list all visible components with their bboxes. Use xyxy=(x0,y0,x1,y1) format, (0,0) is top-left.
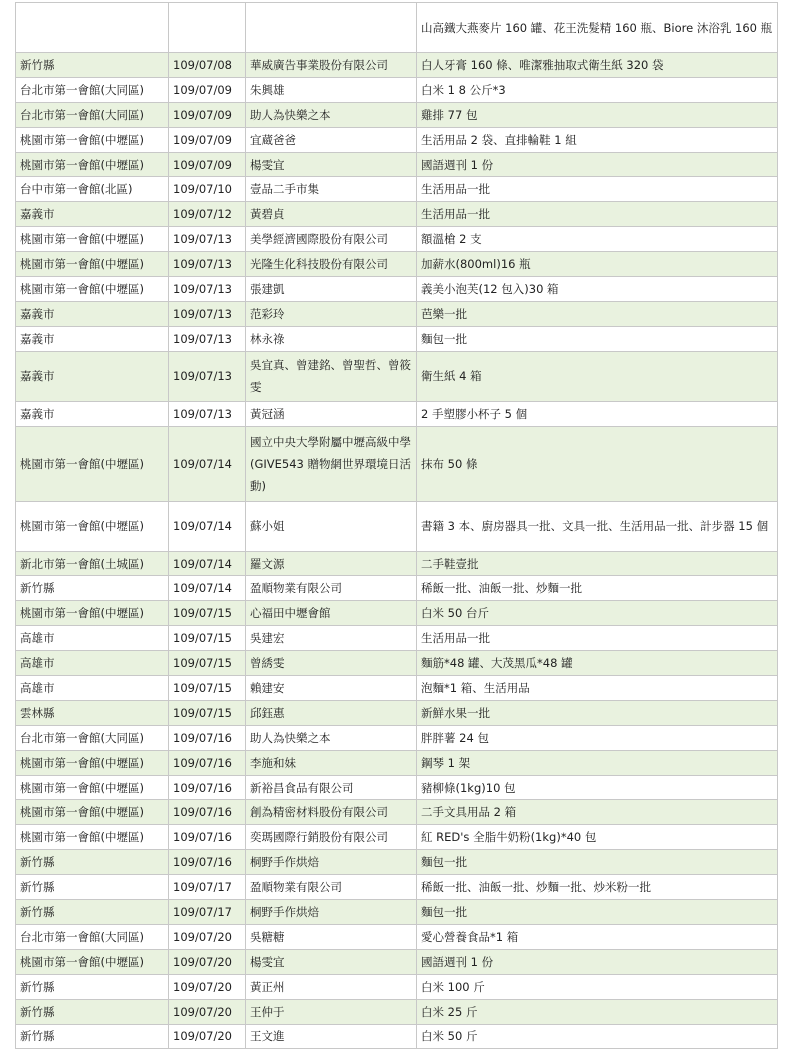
region-cell: 新北市第一會館(土城區) xyxy=(16,551,169,576)
date-cell: 109/07/13 xyxy=(169,277,246,302)
date-cell: 109/07/15 xyxy=(169,626,246,651)
region-cell: 新竹縣 xyxy=(16,999,169,1024)
table-row xyxy=(16,301,778,326)
donor-cell: 盈順物業有限公司 xyxy=(246,875,417,900)
region-cell: 桃園市第一會館(中壢區) xyxy=(16,127,169,152)
donor-cell: 吳建宏 xyxy=(246,626,417,651)
region-cell: 台北市第一會館(大同區) xyxy=(16,77,169,102)
table-row xyxy=(16,576,778,601)
date-cell: 109/07/10 xyxy=(169,177,246,202)
items-cell: 新鮮水果一批 xyxy=(417,700,778,725)
table-row xyxy=(16,227,778,252)
donor-cell: 楊雯宜 xyxy=(246,152,417,177)
donor-cell: 李施和妹 xyxy=(246,750,417,775)
donor-cell: 朱興雄 xyxy=(246,77,417,102)
donor-cell: 壹品二手市集 xyxy=(246,177,417,202)
donor-cell: 心福田中壢會館 xyxy=(246,601,417,626)
date-cell: 109/07/14 xyxy=(169,576,246,601)
items-cell: 胖胖薯 24 包 xyxy=(417,725,778,750)
date-cell: 109/07/20 xyxy=(169,949,246,974)
items-cell: 白米 50 台斤 xyxy=(417,601,778,626)
region-cell: 台中市第一會館(北區) xyxy=(16,177,169,202)
donation-records-body xyxy=(16,3,778,1049)
region-cell: 高雄市 xyxy=(16,626,169,651)
region-cell: 桃園市第一會館(中壢區) xyxy=(16,426,169,501)
donor-cell: 王仲于 xyxy=(246,999,417,1024)
date-cell: 109/07/13 xyxy=(169,351,246,401)
donor-cell: 王文進 xyxy=(246,1024,417,1049)
region-cell: 桃園市第一會館(中壢區) xyxy=(16,227,169,252)
donor-cell: 賴建安 xyxy=(246,676,417,701)
table-row xyxy=(16,676,778,701)
region-cell: 桃園市第一會館(中壢區) xyxy=(16,252,169,277)
donor-cell: 華威廣告事業股份有限公司 xyxy=(246,53,417,78)
table-row xyxy=(16,626,778,651)
items-cell: 二手文具用品 2 箱 xyxy=(417,800,778,825)
date-cell: 109/07/15 xyxy=(169,676,246,701)
donor-cell: 曾綉雯 xyxy=(246,651,417,676)
region-cell: 台北市第一會館(大同區) xyxy=(16,725,169,750)
date-cell: 109/07/14 xyxy=(169,551,246,576)
table-row xyxy=(16,202,778,227)
date-cell: 109/07/09 xyxy=(169,152,246,177)
table-row xyxy=(16,999,778,1024)
date-cell: 109/07/20 xyxy=(169,1024,246,1049)
items-cell: 二手鞋壹批 xyxy=(417,551,778,576)
region-cell: 嘉義市 xyxy=(16,401,169,426)
items-cell: 書籍 3 本、廚房器具一批、文具一批、生活用品一批、計步器 15 個 xyxy=(417,501,778,551)
table-row xyxy=(16,127,778,152)
donor-cell xyxy=(246,3,417,53)
date-cell: 109/07/16 xyxy=(169,750,246,775)
table-row xyxy=(16,326,778,351)
table-row xyxy=(16,651,778,676)
table-row xyxy=(16,177,778,202)
items-cell: 泡麵*1 箱、生活用品 xyxy=(417,676,778,701)
donor-cell: 黃碧貞 xyxy=(246,202,417,227)
date-cell: 109/07/08 xyxy=(169,53,246,78)
items-cell: 國語週刊 1 份 xyxy=(417,152,778,177)
items-cell: 白米 1 8 公斤*3 xyxy=(417,77,778,102)
date-cell: 109/07/13 xyxy=(169,301,246,326)
items-cell: 白米 50 斤 xyxy=(417,1024,778,1049)
region-cell: 桃園市第一會館(中壢區) xyxy=(16,949,169,974)
donor-cell: 桐野手作烘焙 xyxy=(246,900,417,925)
region-cell: 桃園市第一會館(中壢區) xyxy=(16,800,169,825)
items-cell: 鋼琴 1 架 xyxy=(417,750,778,775)
region-cell: 桃園市第一會館(中壢區) xyxy=(16,501,169,551)
table-row xyxy=(16,102,778,127)
donor-cell: 黃正州 xyxy=(246,974,417,999)
donor-cell: 助人為快樂之本 xyxy=(246,725,417,750)
items-cell: 義美小泡芙(12 包入)30 箱 xyxy=(417,277,778,302)
date-cell: 109/07/13 xyxy=(169,227,246,252)
table-row xyxy=(16,775,778,800)
date-cell: 109/07/15 xyxy=(169,700,246,725)
region-cell: 雲林縣 xyxy=(16,700,169,725)
items-cell: 麵包一批 xyxy=(417,900,778,925)
date-cell: 109/07/16 xyxy=(169,800,246,825)
donor-cell: 桐野手作烘焙 xyxy=(246,850,417,875)
items-cell: 麵包一批 xyxy=(417,850,778,875)
date-cell: 109/07/13 xyxy=(169,252,246,277)
region-cell: 嘉義市 xyxy=(16,202,169,227)
date-cell: 109/07/09 xyxy=(169,127,246,152)
items-cell: 衛生紙 4 箱 xyxy=(417,351,778,401)
table-row xyxy=(16,949,778,974)
region-cell xyxy=(16,3,169,53)
donor-cell: 楊雯宜 xyxy=(246,949,417,974)
table-row xyxy=(16,277,778,302)
items-cell: 生活用品 2 袋、直排輪鞋 1 組 xyxy=(417,127,778,152)
items-cell: 愛心營養食品*1 箱 xyxy=(417,924,778,949)
date-cell: 109/07/16 xyxy=(169,725,246,750)
items-cell: 紅 RED's 全脂牛奶粉(1kg)*40 包 xyxy=(417,825,778,850)
donor-cell: 光隆生化科技股份有限公司 xyxy=(246,252,417,277)
region-cell: 桃園市第一會館(中壢區) xyxy=(16,601,169,626)
donor-cell: 美學經濟國際股份有限公司 xyxy=(246,227,417,252)
region-cell: 嘉義市 xyxy=(16,351,169,401)
table-row xyxy=(16,875,778,900)
region-cell: 嘉義市 xyxy=(16,326,169,351)
items-cell: 額溫槍 2 支 xyxy=(417,227,778,252)
items-cell: 白米 25 斤 xyxy=(417,999,778,1024)
items-cell: 山高鐵大燕麥片 160 罐、花王洗髮精 160 瓶、Biore 沐浴乳 160 瓶 xyxy=(417,3,778,53)
date-cell: 109/07/12 xyxy=(169,202,246,227)
region-cell: 桃園市第一會館(中壢區) xyxy=(16,277,169,302)
table-row xyxy=(16,725,778,750)
date-cell xyxy=(169,3,246,53)
table-row xyxy=(16,501,778,551)
date-cell: 109/07/20 xyxy=(169,999,246,1024)
donor-cell: 宜蔵爸爸 xyxy=(246,127,417,152)
items-cell: 稀飯一批、油飯一批、炒麵一批、炒米粉一批 xyxy=(417,875,778,900)
date-cell: 109/07/20 xyxy=(169,924,246,949)
date-cell: 109/07/16 xyxy=(169,775,246,800)
region-cell: 桃園市第一會館(中壢區) xyxy=(16,152,169,177)
region-cell: 新竹縣 xyxy=(16,900,169,925)
table-row xyxy=(16,601,778,626)
region-cell: 台北市第一會館(大同區) xyxy=(16,924,169,949)
items-cell: 國語週刊 1 份 xyxy=(417,949,778,974)
date-cell: 109/07/13 xyxy=(169,326,246,351)
table-row xyxy=(16,3,778,53)
donor-cell: 黃冠涵 xyxy=(246,401,417,426)
table-row xyxy=(16,900,778,925)
donor-cell: 蘇小姐 xyxy=(246,501,417,551)
donation-records-table xyxy=(15,2,778,1049)
items-cell: 稀飯一批、油飯一批、炒麵一批 xyxy=(417,576,778,601)
date-cell: 109/07/20 xyxy=(169,974,246,999)
date-cell: 109/07/17 xyxy=(169,875,246,900)
table-row xyxy=(16,252,778,277)
table-row xyxy=(16,152,778,177)
items-cell: 2 手塑膠小杯子 5 個 xyxy=(417,401,778,426)
table-row xyxy=(16,77,778,102)
table-row xyxy=(16,850,778,875)
region-cell: 新竹縣 xyxy=(16,875,169,900)
items-cell: 生活用品一批 xyxy=(417,177,778,202)
region-cell: 新竹縣 xyxy=(16,53,169,78)
donor-cell: 吳宜真、曾建銘、曾聖哲、曾筱雯 xyxy=(246,351,417,401)
donor-cell: 范彩玲 xyxy=(246,301,417,326)
items-cell: 抹布 50 條 xyxy=(417,426,778,501)
table-row xyxy=(16,750,778,775)
date-cell: 109/07/09 xyxy=(169,77,246,102)
table-row xyxy=(16,800,778,825)
table-row xyxy=(16,700,778,725)
date-cell: 109/07/16 xyxy=(169,825,246,850)
table-row xyxy=(16,1024,778,1049)
donor-cell: 助人為快樂之本 xyxy=(246,102,417,127)
date-cell: 109/07/16 xyxy=(169,850,246,875)
table-row xyxy=(16,53,778,78)
donor-cell: 邱鈺惠 xyxy=(246,700,417,725)
region-cell: 新竹縣 xyxy=(16,850,169,875)
region-cell: 新竹縣 xyxy=(16,1024,169,1049)
donor-cell: 奕瑪國際行銷股份有限公司 xyxy=(246,825,417,850)
date-cell: 109/07/15 xyxy=(169,601,246,626)
items-cell: 白人牙膏 160 條、唯潔雅抽取式衛生紙 320 袋 xyxy=(417,53,778,78)
items-cell: 麵筋*48 罐、大茂黑瓜*48 罐 xyxy=(417,651,778,676)
region-cell: 桃園市第一會館(中壢區) xyxy=(16,775,169,800)
region-cell: 高雄市 xyxy=(16,651,169,676)
table-row xyxy=(16,401,778,426)
table-row xyxy=(16,426,778,501)
region-cell: 桃園市第一會館(中壢區) xyxy=(16,750,169,775)
items-cell: 生活用品一批 xyxy=(417,626,778,651)
date-cell: 109/07/09 xyxy=(169,102,246,127)
region-cell: 新竹縣 xyxy=(16,974,169,999)
region-cell: 台北市第一會館(大同區) xyxy=(16,102,169,127)
donor-cell: 國立中央大學附屬中壢高級中學(GIVE543 贈物網世界環境日活動) xyxy=(246,426,417,501)
donor-cell: 羅文源 xyxy=(246,551,417,576)
items-cell: 加薪水(800ml)16 瓶 xyxy=(417,252,778,277)
donor-cell: 新裕昌食品有限公司 xyxy=(246,775,417,800)
table-row xyxy=(16,551,778,576)
date-cell: 109/07/13 xyxy=(169,401,246,426)
items-cell: 麵包一批 xyxy=(417,326,778,351)
donor-cell: 盈順物業有限公司 xyxy=(246,576,417,601)
date-cell: 109/07/14 xyxy=(169,501,246,551)
region-cell: 桃園市第一會館(中壢區) xyxy=(16,825,169,850)
items-cell: 生活用品一批 xyxy=(417,202,778,227)
items-cell: 芭樂一批 xyxy=(417,301,778,326)
date-cell: 109/07/14 xyxy=(169,426,246,501)
region-cell: 嘉義市 xyxy=(16,301,169,326)
date-cell: 109/07/17 xyxy=(169,900,246,925)
items-cell: 白米 100 斤 xyxy=(417,974,778,999)
items-cell: 雞排 77 包 xyxy=(417,102,778,127)
donor-cell: 吳糖糖 xyxy=(246,924,417,949)
date-cell: 109/07/15 xyxy=(169,651,246,676)
table-row xyxy=(16,351,778,401)
donor-cell: 張建凱 xyxy=(246,277,417,302)
donor-cell: 林永祿 xyxy=(246,326,417,351)
table-row xyxy=(16,924,778,949)
region-cell: 新竹縣 xyxy=(16,576,169,601)
table-row xyxy=(16,825,778,850)
table-row xyxy=(16,974,778,999)
region-cell: 高雄市 xyxy=(16,676,169,701)
donor-cell: 創為精密材料股份有限公司 xyxy=(246,800,417,825)
items-cell: 豬柳條(1kg)10 包 xyxy=(417,775,778,800)
